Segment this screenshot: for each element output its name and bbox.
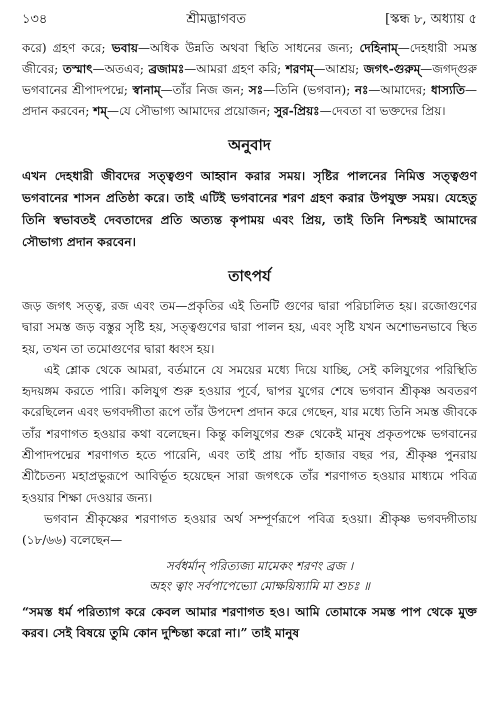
synonym-term: জগৎ-গুরুম্ — [363, 62, 421, 76]
synonym-meaning: করে) গ্রহণ করে; — [22, 41, 112, 55]
book-title: শ্রীমদ্ভাগবত — [186, 12, 247, 27]
synonym-meaning: —তাঁর নিজ জন; — [160, 83, 249, 97]
purport-paragraph: এই শ্লোক থেকে আমরা, বর্তমানে যে সময়ের মধ্যে দিয়ে যাচ্ছি, সেই কলিযুগের পরিস্থিতি হৃদয়ঙ্গম করতে পারি। কলিযুগ শুরু হওয়ার পূর্বে, দ্বাপর যুগের শেষে ভগবান শ্রীকৃষ্ণ অবতরণ করেছিলেন এবং ভগবদ্গীতা রূপে তাঁর উপদেশ প্রদান করে গেছেন, যার মধ্যে তিনি সমস্ত জীবকে তাঁর শরণাগত হওয়ার কথা বলেছেন। কিন্তু কলিযুগের শুরু থেকেই মানুষ প্রকৃতপক্ষে ভগবানের শ্রীপাদপদ্মের শরণাগত হতে পারেনি, এবং তাই প্রায় পাঁচ হাজার বছর পর, শ্রীকৃষ্ণ পুনরায় শ্রীচৈতন্য মহাপ্রভুরূপে আবির্ভূত হয়েছেন সারা জগৎকে তাঁর শরণাগত হওয়ার মাধ্যমে পবিত্র হওয়ার শিক্ষা দেওয়ার জন্য। — [22, 362, 477, 505]
synonym-meaning: —দেবতা বা ভক্তদের প্রিয়। — [319, 104, 446, 118]
page-number: ১৩৪ — [22, 12, 48, 27]
verse-line: অহং ত্বাং সর্বপাপেভ্যো মোক্ষয়িষ্যামি মা শুচঃ ॥ — [149, 578, 370, 593]
synonym-term: ব্রজামঃ — [148, 62, 185, 76]
synonym-meaning: —জগদ্গুরু ভগবানের শ্রীপাদপদ্মে; — [22, 62, 477, 97]
gita-verse — [42, 556, 477, 596]
synonym-term: শম্ — [93, 104, 108, 118]
synonym-term: সঃ — [248, 83, 264, 97]
synonym-meaning: —প্রদান করবেন; — [22, 83, 477, 118]
purport-section — [22, 296, 477, 552]
synonym-term: ভবায় — [111, 41, 138, 55]
verse-line: সর্বধর্মান্ পরিত্যজ্য মামেকং শরণং ব্রজ । — [165, 558, 354, 573]
purport-heading: তাৎপর্য — [228, 267, 271, 285]
synonym-term: শরণম্ — [285, 62, 314, 76]
synonym-meaning: —আমরা গ্রহণ করি; — [184, 62, 286, 76]
synonym-term: স্বানাম্ — [132, 83, 161, 97]
synonym-meaning: —আশ্রয়; — [313, 62, 364, 76]
verse-translation-quote: “সমস্ত ধর্ম পরিত্যাগ করে কেবল আমার শরণাগত হও। আমি তোমাকে সমস্ত পাপ থেকে মুক্ত করব। সেই বিষয়ে তুমি কোন দুশ্চিন্তা করো না।” তাই মানুষ — [22, 604, 477, 640]
purport-paragraph: ভগবান শ্রীকৃষ্ণের শরণাগত হওয়ার অর্থ সম্পূর্ণরূপে পবিত্র হওয়া। শ্রীকৃষ্ণ ভগবদ্গীতায় (১৮/৬৬) বলেছেন— — [22, 511, 477, 548]
purport-paragraph: জড় জগৎ সত্ত্ব, রজ এবং তম—প্রকৃতির এই তিনটি গুণের দ্বারা পরিচালিত হয়। রজোগুণের দ্বারা সমস্ত জড় বস্তুর সৃষ্টি হয়, সত্ত্বগুণের দ্বারা পালন হয়, এবং সৃষ্টি যখন অশোভনভাবে স্থিত হয়, তখন তা তমোগুণের দ্বারা ধ্বংস হয়। — [22, 299, 477, 356]
synonym-term: তস্মাৎ — [62, 62, 93, 76]
synonym-meaning: —অধিক উন্নতি অথবা স্থিতি সাধনের জন্য; — [137, 41, 360, 55]
synonym-term: ধাস্যতি — [430, 83, 465, 97]
translation-heading: অনুবাদ — [228, 136, 271, 154]
synonym-term: নঃ — [354, 83, 369, 97]
chapter-reference: [স্কন্ধ ৮, অধ্যায় ৫ — [385, 12, 477, 27]
synonym-term: দেহিনাম্ — [359, 41, 398, 55]
synonym-meaning: —অতএব; — [92, 62, 149, 76]
translation-text: এখন দেহধারী জীবদের সত্ত্বগুণ আহ্বান করার সময়। সৃষ্টির পালনের নিমিত্ত সত্ত্বগুণ ভগবানের শাসন প্রতিষ্ঠা করে। তাই এটিই ভগবানের শরণ গ্রহণ করার উপযুক্ত সময়। যেহেতু তিনি স্বভাবতই দেবতাদের প্রতি অত্যন্ত কৃপাময় এবং প্রিয়, তাই তিনি নিশ্চয়ই আমাদের সৌভাগ্য প্রদান করবেন। — [22, 169, 477, 249]
page-header — [22, 10, 477, 32]
synonym-term: সুর-প্রিয়ঃ — [274, 104, 320, 118]
synonym-meaning: —আমাদের; — [368, 83, 431, 97]
synonym-meaning: —যে সৌভাগ্য আমাদের প্রয়োজন; — [107, 104, 275, 118]
synonym-meaning: —তিনি (ভগবান); — [263, 83, 355, 97]
synonyms-section — [22, 38, 477, 122]
synonym-meaning: —দেহধারী সমস্ত জীবের; — [22, 41, 477, 76]
